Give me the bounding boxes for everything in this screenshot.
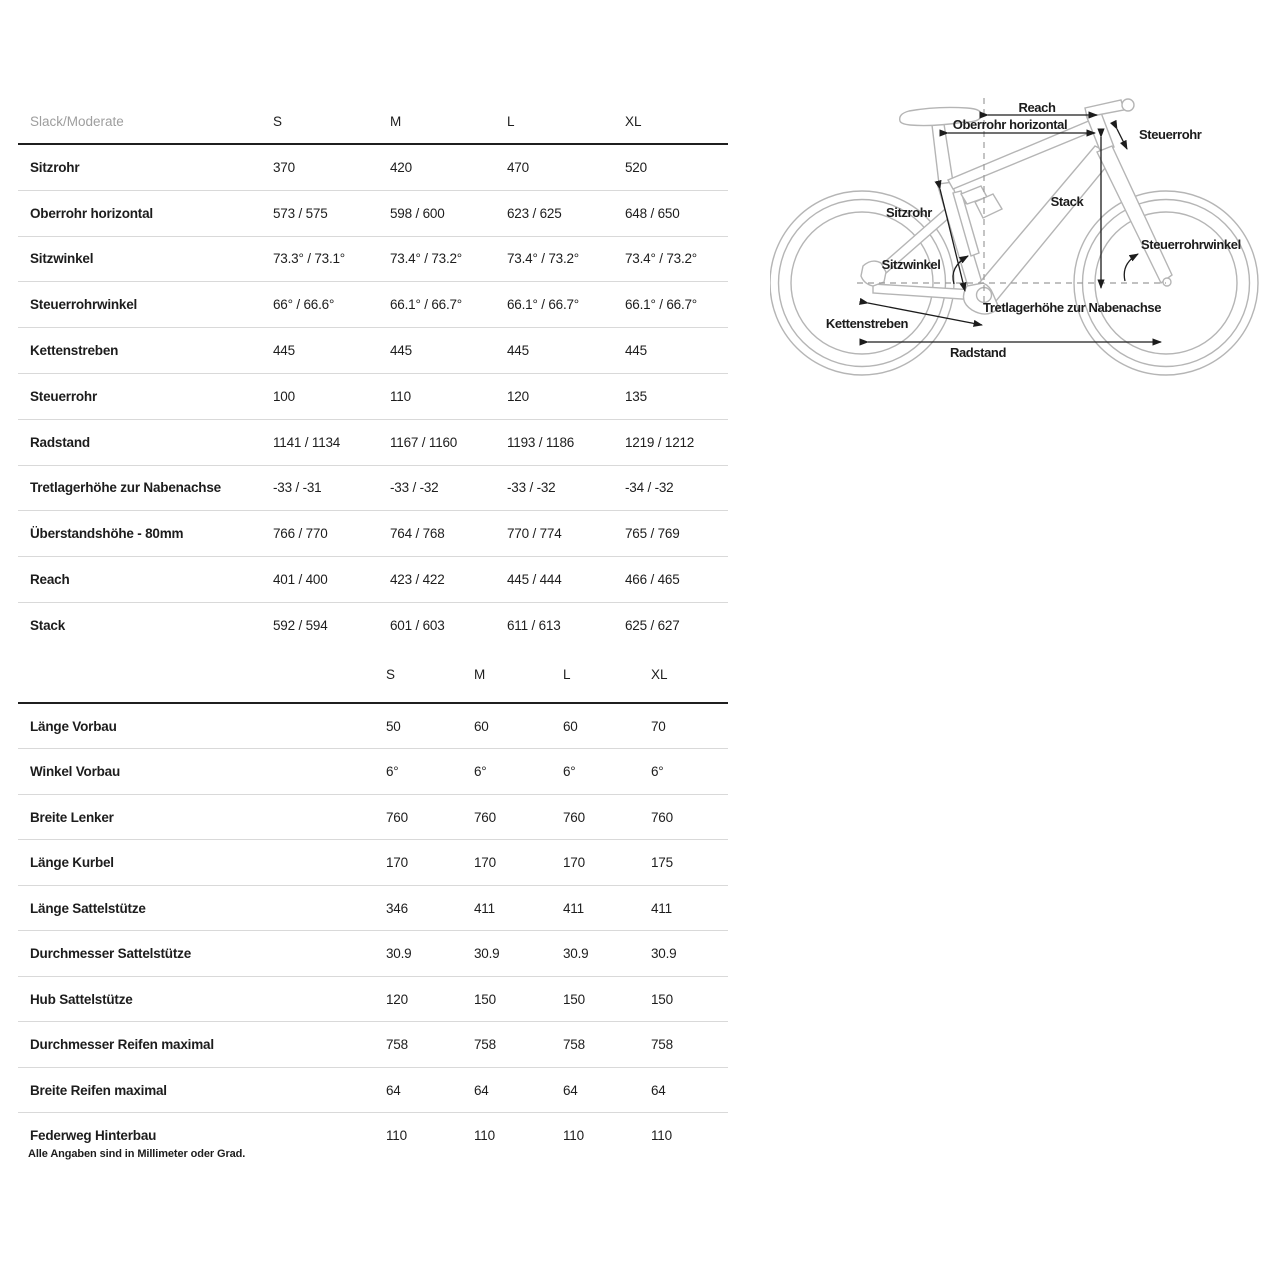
row-label: Breite Reifen maximal	[30, 1082, 167, 1098]
row-value: 648 / 650	[625, 205, 680, 221]
row-value: 60	[563, 718, 578, 734]
row-value: 1141 / 1134	[273, 434, 341, 450]
row-label: Hub Sattelstütze	[30, 991, 133, 1007]
row-value: 445	[273, 343, 295, 359]
table-row	[18, 282, 728, 328]
row-value: 110	[563, 1128, 584, 1144]
row-value: 110	[651, 1128, 672, 1144]
row-value: 760	[474, 809, 496, 825]
units-footnote: Alle Angaben sind in Millimeter oder Grad.	[28, 1148, 246, 1160]
table-header-row	[18, 648, 728, 704]
column-header-s: S	[386, 667, 396, 683]
row-value: 30.9	[563, 946, 589, 962]
row-value: 592 / 594	[273, 617, 328, 633]
row-value: 758	[474, 1037, 496, 1053]
row-value: 66° / 66.6°	[273, 297, 335, 313]
table-row	[18, 237, 728, 283]
row-value: 411	[563, 900, 584, 916]
row-value: 758	[651, 1037, 673, 1053]
table-row	[18, 191, 728, 237]
table-row	[18, 704, 728, 750]
table-row	[18, 886, 728, 932]
row-value: 120	[507, 388, 529, 404]
row-value: 598 / 600	[390, 205, 445, 221]
table-row	[18, 328, 728, 374]
table-row	[18, 749, 728, 795]
table-row	[18, 795, 728, 841]
table-row	[18, 1068, 728, 1114]
row-value: 760	[386, 809, 408, 825]
row-value: 135	[625, 388, 647, 404]
table-row	[18, 511, 728, 557]
reach-label: Reach	[1018, 100, 1056, 115]
row-value: 6°	[563, 764, 576, 780]
column-header-l: L	[563, 667, 571, 683]
row-label: Stack	[30, 617, 66, 633]
row-value: 445	[625, 343, 647, 359]
row-value: -33 / -31	[273, 480, 322, 496]
steuerrohrwinkel-arc-arrow	[1124, 254, 1138, 281]
row-value: 73.4° / 73.2°	[390, 251, 462, 267]
row-value: -34 / -32	[625, 480, 674, 496]
steuerrohr-arrow	[1117, 129, 1127, 149]
row-value: 445	[507, 343, 529, 359]
column-header-s: S	[273, 113, 283, 129]
row-value: 100	[273, 388, 295, 404]
row-label: Oberrohr horizontal	[30, 205, 153, 221]
row-value: 66.1° / 66.7°	[625, 297, 697, 313]
row-value: 66.1° / 66.7°	[390, 297, 462, 313]
row-value: 411	[651, 900, 672, 916]
table-row	[18, 603, 728, 648]
sitzrohr-label: Sitzrohr	[886, 205, 932, 220]
row-value: 30.9	[386, 946, 412, 962]
row-value: 611 / 613	[507, 617, 561, 633]
row-value: -33 / -32	[507, 480, 556, 496]
table-row	[18, 145, 728, 191]
row-label: Breite Lenker	[30, 809, 114, 825]
row-value: 110	[474, 1128, 495, 1144]
row-value: -33 / -32	[390, 480, 439, 496]
row-label: Radstand	[30, 434, 90, 450]
row-value: 766 / 770	[273, 526, 328, 542]
row-label: Sitzwinkel	[30, 251, 94, 267]
table-row	[18, 931, 728, 977]
column-header-xl: XL	[651, 667, 668, 683]
row-value: 770 / 774	[507, 526, 562, 542]
row-value: 110	[390, 388, 411, 404]
steuerrohr-label: Steuerrohr	[1139, 127, 1202, 142]
row-value: 6°	[474, 764, 487, 780]
table-row	[18, 557, 728, 603]
table-row	[18, 420, 728, 466]
components-table	[18, 648, 728, 1158]
row-value: 401 / 400	[273, 572, 328, 588]
row-value: 445 / 444	[507, 572, 562, 588]
row-value: 175	[651, 855, 673, 871]
row-value: 573 / 575	[273, 205, 328, 221]
row-value: 6°	[651, 764, 664, 780]
table-row	[18, 977, 728, 1023]
row-label: Durchmesser Sattelstütze	[30, 946, 192, 962]
row-value: 370	[273, 159, 295, 175]
radstand-label: Radstand	[949, 345, 1007, 360]
geometry-mode-label: Slack/Moderate	[30, 113, 124, 129]
row-value: 758	[386, 1037, 408, 1053]
row-value: 150	[651, 991, 673, 1007]
row-label: Kettenstreben	[30, 343, 119, 359]
stack-label: Stack	[1050, 194, 1084, 209]
row-value: 346	[386, 900, 408, 916]
row-label: Steuerrohr	[30, 388, 98, 404]
table-row	[18, 374, 728, 420]
row-value: 411	[474, 900, 495, 916]
row-value: 470	[507, 159, 529, 175]
row-value: 110	[386, 1128, 407, 1144]
row-value: 73.4° / 73.2°	[625, 251, 697, 267]
row-value: 520	[625, 159, 647, 175]
row-value: 170	[474, 855, 496, 871]
row-value: 64	[386, 1082, 401, 1098]
row-value: 445	[390, 343, 412, 359]
row-value: 150	[474, 991, 496, 1007]
row-value: 73.3° / 73.1°	[273, 251, 345, 267]
row-value: 1193 / 1186	[507, 434, 575, 450]
row-value: 30.9	[651, 946, 677, 962]
table-row	[18, 840, 728, 886]
row-label: Sitzrohr	[30, 159, 80, 175]
row-value: 1219 / 1212	[625, 434, 695, 450]
row-value: 765 / 769	[625, 526, 680, 542]
row-label: Reach	[30, 572, 70, 588]
row-value: 601 / 603	[390, 617, 445, 633]
row-value: 66.1° / 66.7°	[507, 297, 579, 313]
row-value: 6°	[386, 764, 399, 780]
table-header-row	[18, 99, 728, 145]
row-value: 466 / 465	[625, 572, 680, 588]
column-header-m: M	[474, 667, 486, 683]
row-value: 623 / 625	[507, 205, 562, 221]
geometry-tables	[18, 99, 728, 1158]
row-value: 423 / 422	[390, 572, 445, 588]
row-value: 120	[386, 991, 408, 1007]
row-value: 760	[651, 809, 673, 825]
row-value: 50	[386, 718, 401, 734]
row-value: 64	[563, 1082, 578, 1098]
row-value: 73.4° / 73.2°	[507, 251, 579, 267]
steuerrohrwinkel-label: Steuerrohrwinkel	[1141, 237, 1241, 252]
row-label: Länge Kurbel	[30, 855, 114, 871]
row-value: 1167 / 1160	[390, 434, 458, 450]
kettenstreben-label: Kettenstreben	[825, 316, 909, 331]
row-value: 758	[563, 1037, 585, 1053]
row-value: 760	[563, 809, 585, 825]
table-row	[18, 1022, 728, 1068]
oberrohr-label: Oberrohr horizontal	[952, 117, 1068, 132]
row-label: Länge Sattelstütze	[30, 900, 146, 916]
bike-geometry-diagram	[770, 85, 1280, 395]
row-label: Federweg Hinterbau	[30, 1128, 157, 1144]
row-value: 170	[563, 855, 585, 871]
table-row	[18, 466, 728, 512]
column-header-xl: XL	[625, 113, 642, 129]
row-value: 70	[651, 718, 666, 734]
row-value: 420	[390, 159, 412, 175]
row-label: Tretlagerhöhe zur Nabenachse	[30, 480, 221, 496]
row-label: Überstandshöhe - 80mm	[30, 526, 184, 542]
row-value: 64	[651, 1082, 666, 1098]
row-value: 60	[474, 718, 489, 734]
column-header-m: M	[390, 113, 402, 129]
row-value: 625 / 627	[625, 617, 680, 633]
row-label: Durchmesser Reifen maximal	[30, 1037, 214, 1053]
row-label: Länge Vorbau	[30, 718, 117, 734]
row-label: Steuerrohrwinkel	[30, 297, 138, 313]
frame-geometry-table	[18, 99, 728, 648]
sitzwinkel-label: Sitzwinkel	[881, 257, 941, 272]
tretlagerhoehe-label: Tretlagerhöhe zur Nabenachse	[983, 300, 1162, 315]
row-value: 64	[474, 1082, 489, 1098]
column-header-l: L	[507, 113, 515, 129]
row-value: 150	[563, 991, 585, 1007]
row-value: 30.9	[474, 946, 500, 962]
row-label: Winkel Vorbau	[30, 764, 121, 780]
row-value: 764 / 768	[390, 526, 445, 542]
row-value: 170	[386, 855, 408, 871]
